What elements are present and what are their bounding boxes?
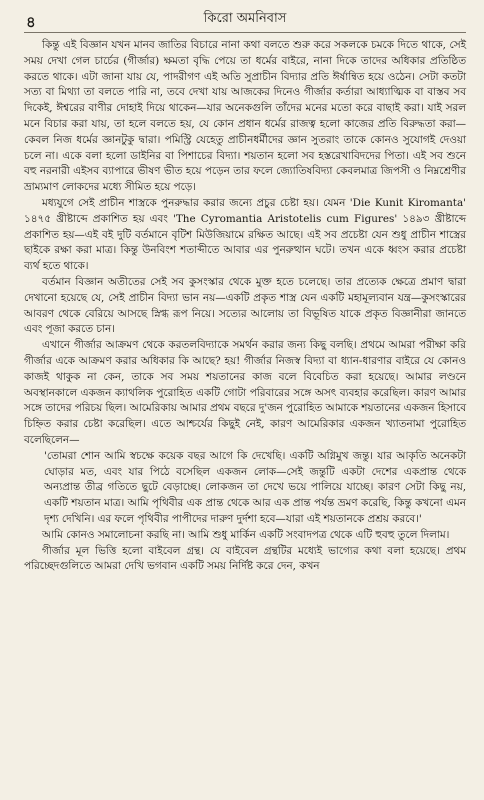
quoted-paragraph: 'তোমরা শোন আমি স্বচক্ষে কয়েক বছর আগে কি দেখেছি। একটি অগ্নিমুখ জন্তু। যার আকৃতি অনেকটা ঘোড়ার মত, এবং যার পিঠে বসেছিল একজন লোক—সেই জন্তুটি একটা দেশের একপ্রান্ত থেকে অন্যপ্রান্ত তীব্র গতিতে ছুটে বেড়াচ্ছে। লোকজন তা দেখে ভয়ে পালিয়ে যাচ্ছে। কারণ সেটা কিছু নয়, একটি শয়তান মাত্র। আমি পৃথিবীর এক প্রান্ত থেকে আর এক প্রান্ত পর্যন্ত ভ্রমণ করেছি, কিন্তু কখনো এমন দৃশ্য দেখিনি। এর ফলে পৃথিবীর পাপীদের দারুণ দুর্দশা হবে—যারা এই শয়তানকে প্রশ্রয় করবে।' (44, 449, 466, 525)
paragraph: মধ্যযুগে সেই প্রাচীন শাস্ত্রকে পুনরুদ্ধার করার জন্যে প্রচুর চেষ্টা হয়। যেমন 'Die Kunit Kiromanta' ১৪৭৫ খ্রীষ্টাব্দে প্রকাশিত হয় এবং 'The Cyromantia Aristotelis cum Figures' ১৪৯৩ খ্রীষ্টাব্দে প্রকাশিত হয়—এই বই দুটি বর্তমানে বৃটিশ মিউজিয়ামে রক্ষিত আছে। এই সব প্রচেষ্টা যেন শুধু প্রাচীন শাস্ত্রের ছাইকে রক্ষা করা মাত্র। কিন্তু উনবিংশ শতাব্দীতে আবার এর পুনরুত্থান ঘটে। তখন একে ধ্বংস করার প্রচেষ্টা ব্যর্থ হতে থাকে। (24, 196, 466, 273)
paragraph: গীর্জার মূল ভিত্তি হলো বাইবেল গ্রন্থ। যে বাইবেল গ্রন্থটির মধ্যেই ভাগ্যের কথা বলা হয়েছে। প্রথম পরিচ্ছেদগুলিতে আমরা দেখি ভগবান একটি সময় নির্দিষ্ট করে দেন, কখন (24, 544, 466, 573)
paragraph: এখানে গীর্জার আক্রমণ থেকে করতলবিদ্যাকে সমর্থন করার জন্য কিছু বলছি। প্রথমে আমরা পরীক্ষা করি গীর্জার একে আক্রমণ করার অধিকার কি আছে? হয়! গীর্জার নিজস্ব বিদ্যা বা ধ্যান-ধারণার বাইরে যে কোনও কাজই থাকুক না কেন, তাকে সব সময় শয়তানের কাজ বলে বিবেচিত করা হয়েছে। আমার লণ্ডনে অবস্থানকালে একজন ক্যাথলিক পুরোহিত একটি গোটা পরিবারের সঙ্গে অসৎ ব্যবহার করেছিল। কারণ আমার সঙ্গে তাদের পরিচয় ছিল। আমেরিকায় আমার প্রথম বছরে দু'জন পুরোহিত আমাকে শয়তানের একজন হিসাবে চিহ্নিত করার চেষ্টা করেছিল। এতে আশ্চর্যের কিছুই নেই, কারণ আমেরিকার একজন খ্যাতনামা পুরোহিত বলেছিলেন— (24, 339, 466, 446)
running-title: কিরো অমনিবাস (203, 11, 287, 26)
paragraph: বর্তমান বিজ্ঞান অতীতের সেই সব কুসংস্কার থেকে মুক্ত হতে চলেছে। তার প্রত্যেক ক্ষেত্রে প্রমাণ দ্বারা দেখানো হয়েছে যে, সেই প্রাচীন বিদ্যা ভান নয়—একটি প্রকৃত শাস্ত্র যেন একটি মহামূল্যবান যন্ত্র—কুসংস্কারের আবরণ থেকে বেরিয়ে আসছে স্নিগ্ধ রূপ নিয়ে। সত্যের আলোয় তা বিভূষিত যাকে প্রকৃত বিজ্ঞানীরা জানতে এবং পূজা করতে চান। (24, 275, 466, 336)
paragraph: আমি কোনও সমালোচনা করছি না। আমি শুধু মার্কিন একটি সংবাদপত্র থেকে এটি হুবহু তুলে দিলাম। (42, 528, 450, 541)
page-header (24, 8, 466, 33)
page-number: ৪ (26, 13, 36, 31)
paragraph: কিন্তু এই বিজ্ঞান যখন মানব জাতির বিচারে নানা কথা বলতে শুরু করে সকলকে চমকে দিতে থাকে, সেই সময় দেখা গেল চার্চের (গীর্জার) ক্ষমতা বৃদ্ধি পেয়ে তা ধর্মের বাইরে, নানা দিকে তাদের অধিকার প্রতিষ্ঠিত করতে থাকে। এটা জানা যায় যে, পাদরীগণ এই অতি সুপ্রাচীন বিদ্যার প্রতি ঈর্ষান্বিত হয়ে ওঠেন। সেটা কতটা সত্য বা মিথ্যা তা বলতে পারি না, তবে দেখা যায় আজকের দিনেও গীর্জার কর্তারা আধ্যাত্মিক বা বাস্তব সব দিকেই, ঈশ্বরের বাণীর দোহাই দিয়ে থাকেন—যার অনেকগুলি তাঁদের মনের মতো করে বাছাই করা। যাই সরল মনে বিচার করা যায়, তা হলে বলতে হয়, যে কোন প্রধান ধর্মের রাজত্ব হলো কাজের প্রতি বিরুদ্ধতা করা—কেবল নিজ ধর্মের জ্ঞানটুকু দ্বারা। পমিস্ট্রি যেহেতু প্রাচীনধর্মীদের জ্ঞান সুতরাং তাকে কোনও সুযোগই দেওয়া চলে না। একে বলা হলো ডাইনির বা পিশাচের বিদ্যা। শয়তান হলো সব হস্তরেখাবিদদের পিতা। এই সব শুনে বহু নরনারী এইসব ব্যাপারে ভীষণ ভীত হয়ে পড়েন তার ফলে জ্যোতিষবিদ্যা কেবলমাত্র জিপসী ও নিম্নশ্রেণীর ভ্রাম্যমাণ লোকদের মধ্যে সীমিত হয়ে পড়ে। (24, 39, 466, 194)
page-body (24, 38, 466, 575)
